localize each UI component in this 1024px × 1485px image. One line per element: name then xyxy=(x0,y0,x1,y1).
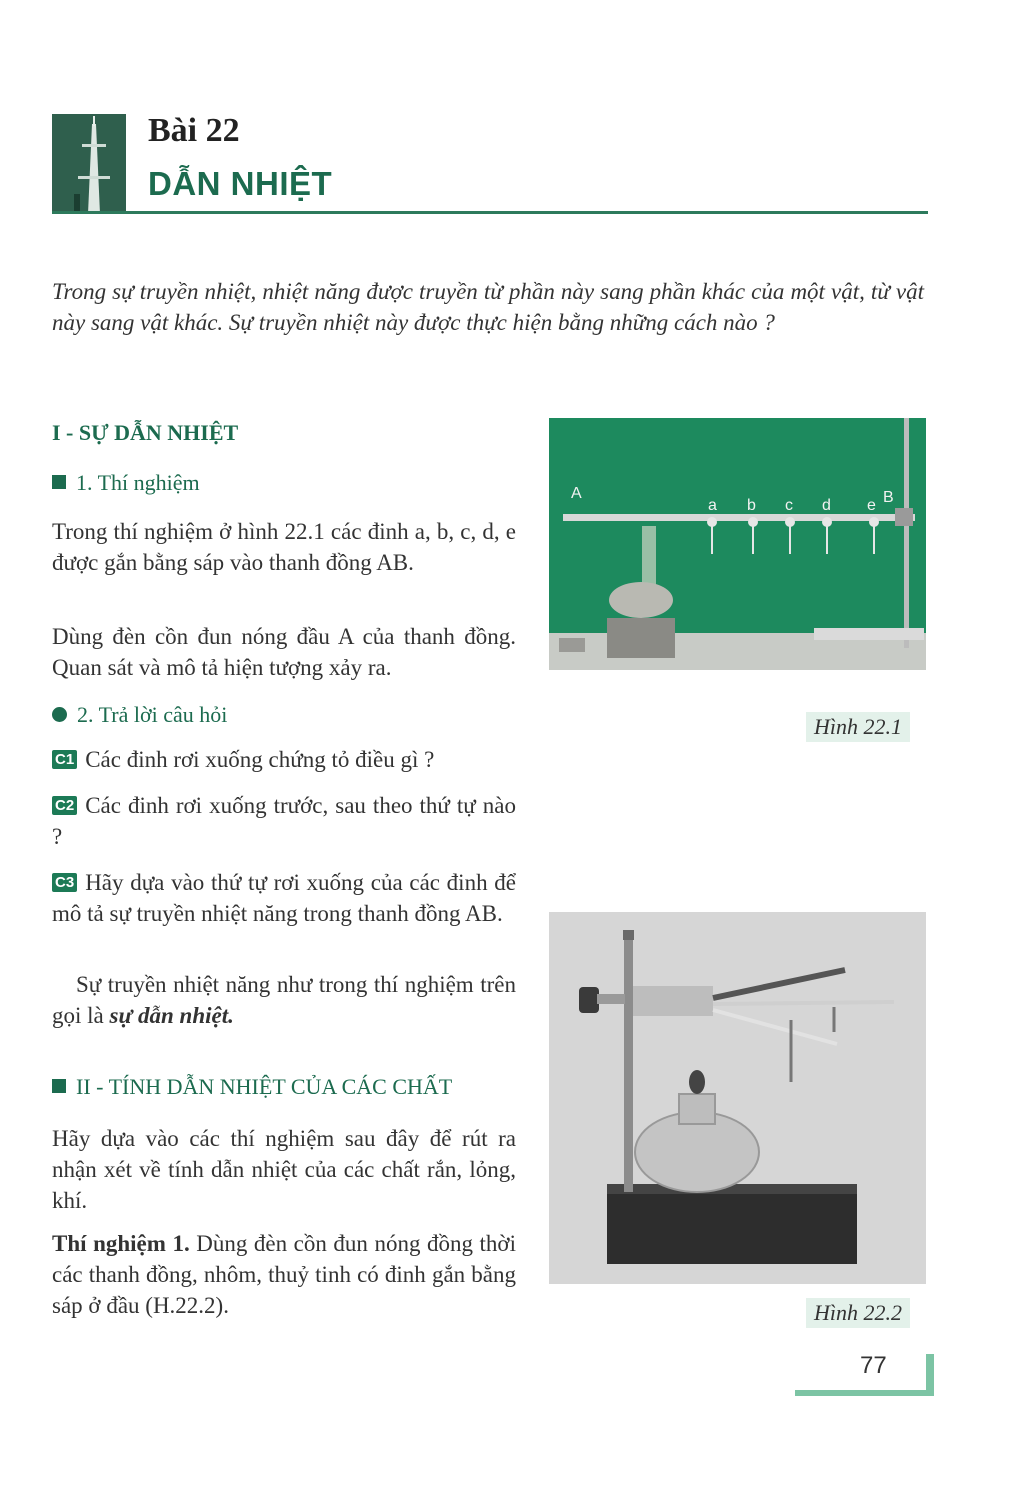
figure-22-1-caption: Hình 22.1 xyxy=(806,712,910,742)
title-divider xyxy=(52,211,928,214)
c3-badge: C3 xyxy=(52,873,77,892)
conclusion-term: sự dẫn nhiệt. xyxy=(109,1003,234,1028)
question-c2-text: Các đinh rơi xuống trước, sau theo thứ tự nào ? xyxy=(52,793,516,849)
section-1-heading: I - SỰ DẪN NHIỆT xyxy=(52,420,239,445)
question-c1-text: Các đinh rơi xuống chứng tỏ điều gì ? xyxy=(85,747,435,772)
intro-paragraph: Trong sự truyền nhiệt, nhiệt năng được truyền từ phần này sang phần khác của một vật, từ vật này sang vật khác. Sự truyền nhiệt này được thực hiện bằng những cách nào ? xyxy=(52,279,924,335)
experiment-paragraph-1: Trong thí nghiệm ở hình 22.1 các đinh a, b, c, d, e được gắn bằng sáp vào thanh đồng AB. xyxy=(52,519,516,575)
lesson-number: Bài 22 xyxy=(148,112,240,149)
c1-badge: C1 xyxy=(52,750,77,769)
figure-22-2-image xyxy=(549,912,926,1284)
figure-1-label-b: b xyxy=(747,497,756,514)
subsection-2-heading xyxy=(52,702,227,728)
page-number-bar-horizontal xyxy=(795,1390,934,1396)
figure-1-label-c: c xyxy=(785,497,793,514)
subsection-2-label: 2. Trả lời câu hỏi xyxy=(77,702,228,727)
lesson-logo-image xyxy=(52,114,126,214)
experiment-paragraph-2: Dùng đèn cồn đun nóng đầu A của thanh đồng. Quan sát và mô tả hiện tượng xảy ra. xyxy=(52,624,516,680)
question-c3-text: Hãy dựa vào thứ tự rơi xuống của các đinh để mô tả sự truyền nhiệt năng trong thanh đồng AB. xyxy=(52,870,516,926)
square-bullet-icon xyxy=(52,475,66,489)
c2-badge: C2 xyxy=(52,796,77,815)
question-c1 xyxy=(52,744,516,775)
experiment-1-label: Thí nghiệm 1. xyxy=(52,1231,190,1256)
tower-icon xyxy=(52,114,126,214)
conclusion-paragraph xyxy=(52,969,516,1031)
lesson-title: DẪN NHIỆT xyxy=(148,165,333,202)
figure-1-label-A: A xyxy=(571,485,582,502)
figure-1-label-d: d xyxy=(822,497,831,514)
section-2-heading xyxy=(52,1074,452,1100)
figure-1-label-e: e xyxy=(867,497,876,514)
figure-22-2-caption: Hình 22.2 xyxy=(806,1298,910,1328)
square-bullet-icon xyxy=(52,1079,66,1093)
question-c2 xyxy=(52,790,516,852)
figure-1-label-a: a xyxy=(708,497,717,514)
page-number: 77 xyxy=(860,1352,887,1379)
section-2-label: II - TÍNH DẪN NHIỆT CỦA CÁC CHẤT xyxy=(76,1074,453,1099)
section-2-paragraph: Hãy dựa vào các thí nghiệm sau đây để rút ra nhận xét về tính dẫn nhiệt của các chất rắn, lỏng, khí. xyxy=(52,1126,516,1213)
subsection-1-label: 1. Thí nghiệm xyxy=(76,470,200,495)
experiment-1-text: Dùng đèn cồn đun nóng đồng thời các thanh đồng, nhôm, thuỷ tinh có đinh gắn bằng sáp ở đầu (H.22.2). xyxy=(52,1231,516,1318)
figure-1-label-B: B xyxy=(883,489,894,506)
conclusion-text: Sự truyền nhiệt năng như trong thí nghiệm trên gọi là xyxy=(52,972,516,1028)
circle-bullet-icon xyxy=(52,707,67,722)
question-c3 xyxy=(52,867,516,929)
figure-22-1-image xyxy=(549,418,926,670)
experiment-1-paragraph xyxy=(52,1228,516,1321)
subsection-1-heading xyxy=(52,470,200,496)
